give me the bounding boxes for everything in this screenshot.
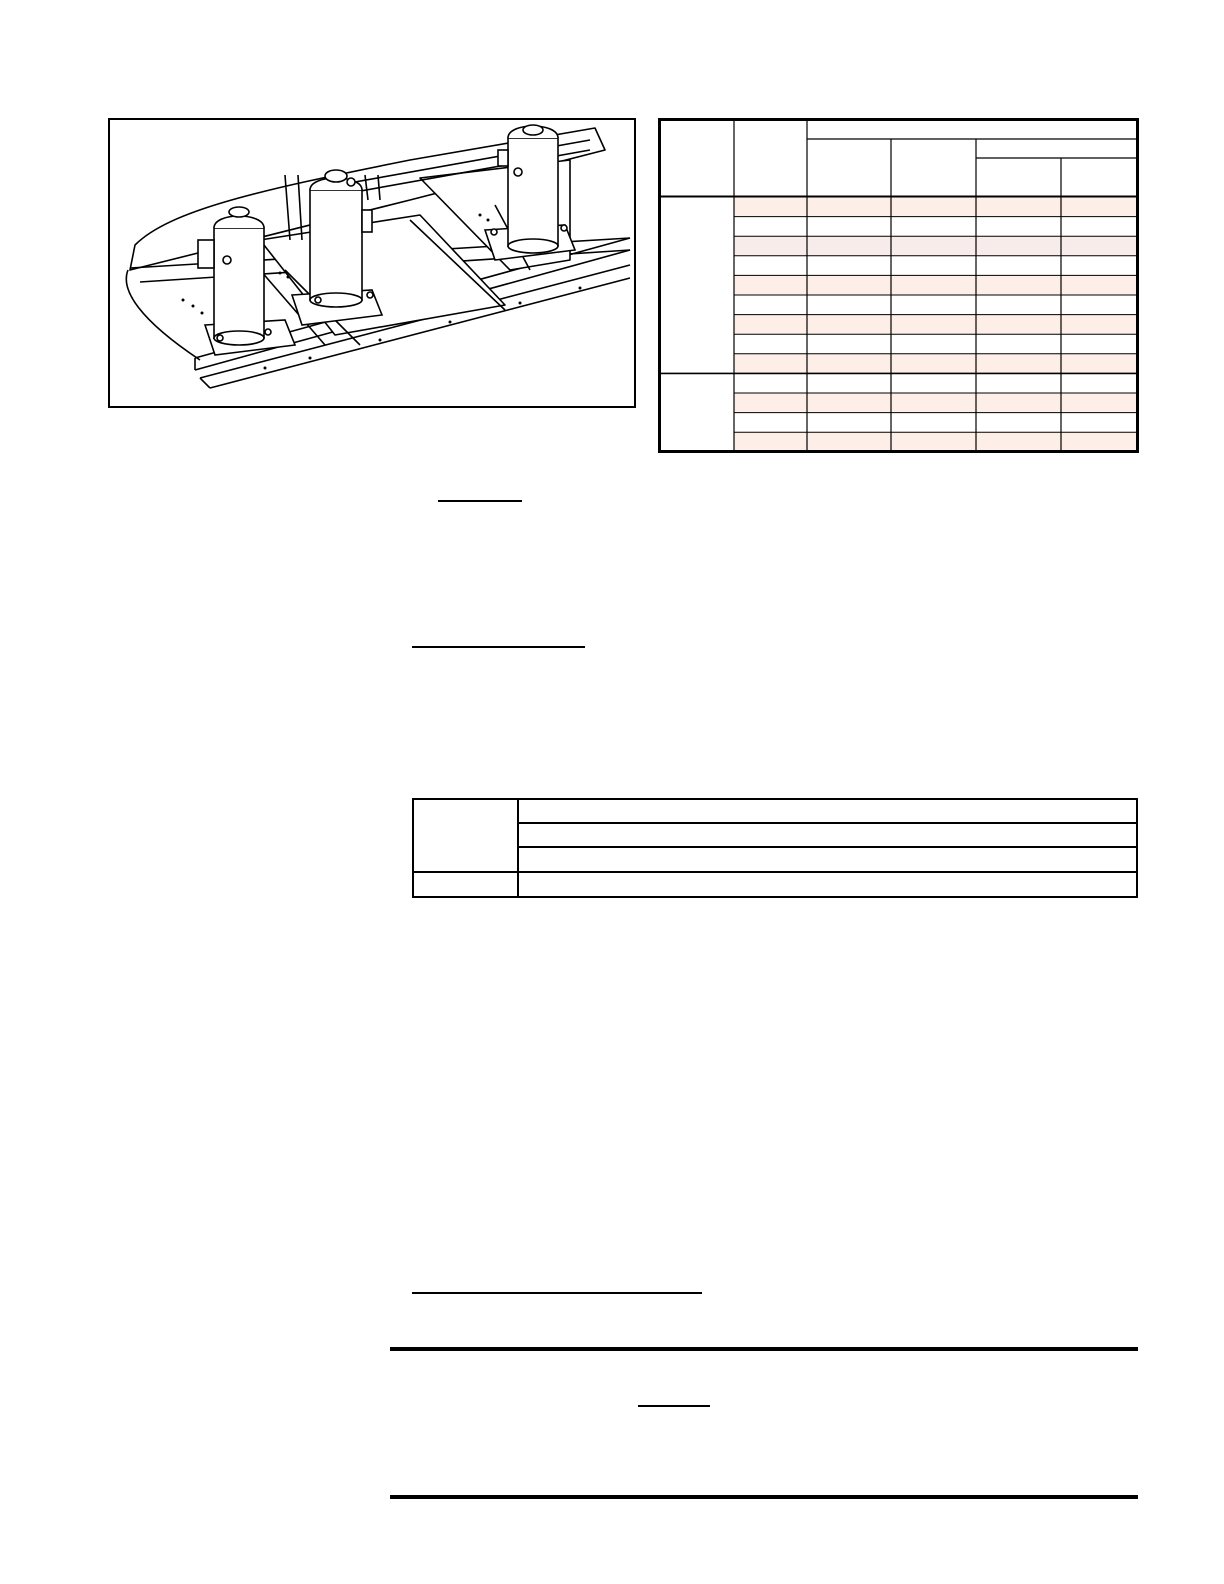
notice-top-rule	[390, 1347, 1138, 1351]
underline-mark-2	[412, 646, 585, 648]
spec-row-5	[734, 275, 1137, 295]
spec-row-1	[734, 197, 1137, 217]
underline-mark-3	[412, 1292, 702, 1294]
underline-mark-1	[438, 500, 522, 502]
spec-row-13	[734, 432, 1137, 452]
spec-row-3	[734, 236, 1137, 256]
mid-table	[412, 798, 1138, 898]
spec-row-7	[734, 315, 1137, 335]
spec-table	[658, 118, 1139, 453]
compressor-figure	[108, 118, 636, 408]
spec-row-11	[734, 393, 1137, 413]
notice-bottom-rule	[390, 1495, 1138, 1499]
compressor-assembly-illustration	[110, 120, 634, 406]
spec-row-9	[734, 354, 1137, 374]
underline-mark-4	[638, 1405, 710, 1407]
